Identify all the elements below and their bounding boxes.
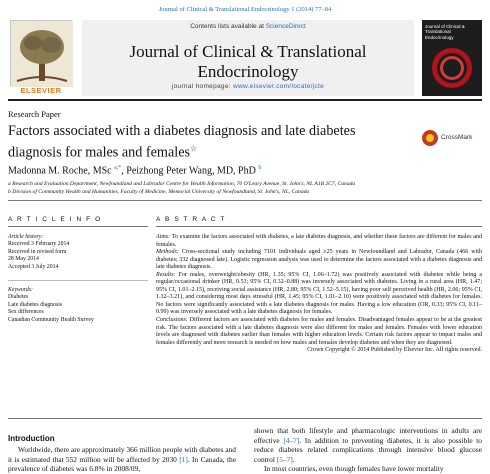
intro-right-paragraph-2: In most countries, even though females have lower mortality [264,464,444,474]
journal-cover-thumbnail[interactable] [422,20,482,96]
journal-title: Journal of Clinical & Translational Endocrinology [129,42,367,81]
history-revised-date: 28 May 2014 [8,256,39,263]
cover-inner-ring-graphic [440,56,464,80]
keywords-heading: Keywords: [8,287,33,293]
results-text: For males, overweight/obesity (HR, 1.35; 95% CI, 1.06–1.72) was positively associated with diabetes while being a regular/occasional drinker (HR, 0.53; 95% CI, 0.32–0.88) was inversely associated with diabetes. Living in a rural area (HR, 1.47; 95% CI, 1.01–2.15), receiving social assistance (HR, 2.80; 95% CI, 1.52–5.15), having poor self perceived health (HR, 2.06; 95% CI, 1.32–3.21), and considering most days stressful (HR, 1.45; 95% CI, 1.01–2.10) were positively associated with diabetes for females. No factors were significantly associated with a late diabetes diagnosis for males. Having a low education (OR, 0.33; 95% CI, 0.11–0.99) was inversely associated with a late diabetes diagnosis for females. [156,271,482,316]
title-line-2-text: diagnosis for males and females [8,144,191,161]
article-title [8,123,388,162]
cover-title: Journal of Clinical & Translational Endocrinology [425,24,465,40]
abstract-divider [156,226,482,227]
crossmark-icon [422,130,438,146]
contents-available-line [82,23,414,30]
title-line-2 [8,140,388,162]
intro-right-paragraph [254,418,482,474]
abstract-methods [156,249,482,272]
header-divider [8,99,482,101]
author-list [8,165,261,176]
journal-citation-line[interactable]: Journal of Clinical & Translational Endocrinology 1 (2014) 77–84 [158,6,332,13]
article-type: Research Paper [8,109,61,119]
crossmark-badge[interactable] [422,130,482,146]
abstract-body [156,234,482,355]
copyright-line: Crown Copyright © 2014 Published by Elsevier Inc. All rights reserved. [307,347,482,354]
intro-right-text-b: . In addition to preventing diabetes, it is also possible to reduce diabetes related complications through intensive blood glucose control [254,435,482,464]
history-accepted: Accepted 3 July 2014 [8,263,59,270]
keywords-divider [8,280,148,281]
article-info-label: A R T I C L E I N F O [8,216,102,223]
article-history [8,234,148,271]
article-info-divider [8,226,148,227]
abstract-results [156,272,482,317]
author-separator: , [121,165,127,177]
aims-text: To examine the factors associated with diabetes, a late diabetes diagnosis, and whether these factors are different for males and females. [156,234,482,248]
history-received: Received 3 February 2014 [8,241,70,248]
intro-right-text-c: . [292,454,295,464]
history-revised: Received in revised form [8,248,67,255]
results-label: Results: [156,271,179,278]
citation-ref-4-7[interactable]: [4–7] [283,435,300,445]
affiliation-b: b Division of Community Health and Humanities, Faculty of Medicine, Memorial University of Newfoundland, St. John's, NL, Canada [8,189,310,195]
sciencedirect-link[interactable]: ScienceDirect [265,23,306,30]
aims-label: Aims: [156,234,172,240]
title-footnote-star[interactable]: ☆ [190,144,198,153]
keyword-item: Canadian Community Health Survey [8,316,94,323]
title-line-1: Factors associated with a diabetes diagnosis and late diabetes [8,123,356,139]
intro-left-text-b: . In Canada, the prevalence of diabetes was 6.8% in 2008/09, [8,454,236,474]
introduction-heading: Introduction [8,434,55,443]
abstract-aims [156,234,482,249]
intro-right-text-a: shown that both lifestyle and pharmacologic interventions in adults are effective [254,426,482,445]
elsevier-tree-icon [11,21,73,87]
keyword-item: Diabetes [8,294,29,301]
abstract-conclusions [156,317,482,347]
publisher-wordmark[interactable]: ELSEVIER [20,86,62,95]
intro-left-text-a: Worldwide, there are approximately 366 million people with diabetes and it is estimated that 552 million will be affected by 2030 [8,445,236,464]
journal-homepage-line [82,83,414,90]
crossmark-label: CrossMark [441,134,473,141]
keyword-item: Sex differences [8,309,44,316]
conclusions-text: Different factors are associated with diabetes for males and females. Disadvantaged females appear to be at the greatest risk. The factors associated with a late diabetes diagnosis were also different for males and females. Females with lower education levels are diagnosed with diabetes earlier than females with higher education levels. Certain risk factors appear to impact males and females differently and more research is needed on how males and females develop diabetes and when they are diagnosed. [156,317,482,346]
history-heading: Article history: [8,234,44,240]
abstract-label: A B S T R A C T [156,216,226,223]
homepage-link[interactable]: www.elsevier.com/locate/jcte [232,83,325,90]
citation-ref-1[interactable]: [1] [179,454,188,464]
keyword-item: Late diabetes diagnosis [8,301,63,308]
citation-ref-5-7[interactable]: [5–7] [276,454,293,464]
conclusions-label: Conclusions: [156,317,190,324]
keywords-block [8,287,148,324]
author-1: Madonna M. Roche, MSc [8,165,115,177]
affiliation-divider [8,200,482,201]
affiliation-a: a Research and Evaluation Department, Newfoundland and Labrador Centre for Health Information, 70 O'Leary Avenue, St. John's, NL A1B 2C7, Canada [8,181,356,187]
methods-label: Methods: [156,249,182,256]
intro-left-paragraph [8,445,236,474]
methods-text: Cross-sectional study including 7101 individuals aged ≥25 years in Newfoundland and Labrador, Canada (466 with diabetes; 332 diagnosed late). Logistic regression analysis was used to determine the factors associated with a diabetes diagnosis and late diabetes diagnosis. [156,249,482,271]
homepage-prefix: journal homepage: [171,83,233,90]
author-2: Peizhong Peter Wang, MD, PhD [126,165,259,177]
author-1-affil[interactable]: a,* [114,165,122,171]
author-2-affil[interactable]: b [258,165,262,171]
contents-prefix: Contents lists available at [190,23,266,30]
elsevier-tree-logo [10,20,72,86]
